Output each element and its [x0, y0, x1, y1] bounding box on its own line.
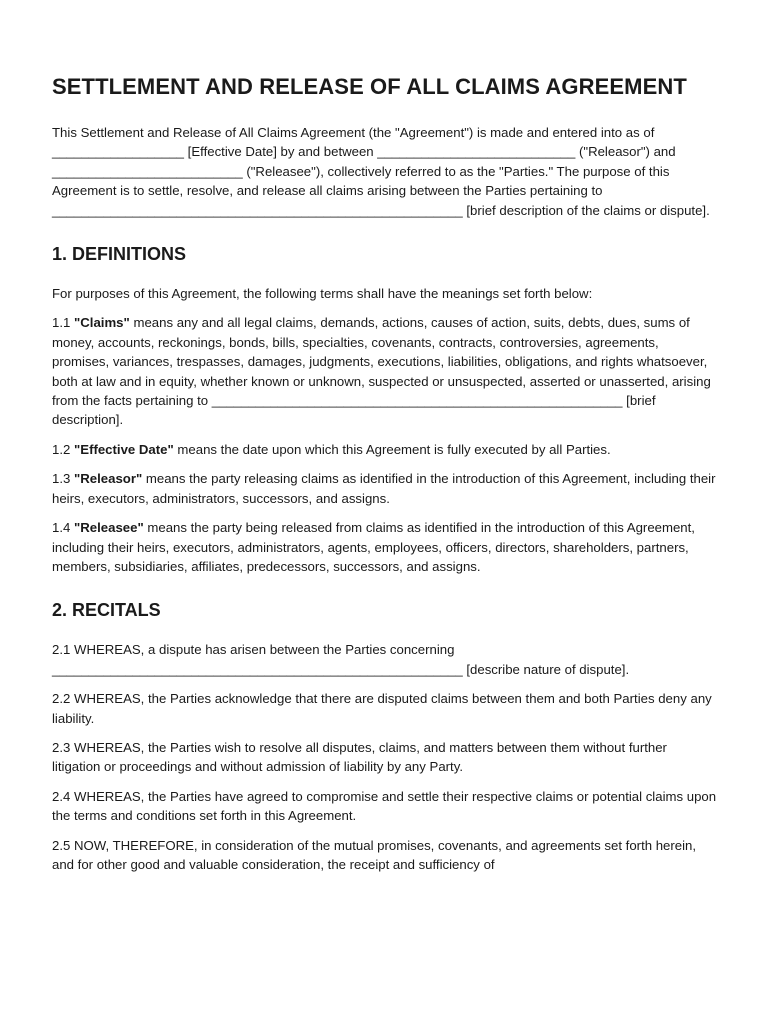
recital-item: 2.1 WHEREAS, a dispute has arisen between the Parties concerning ________________________________________________________ [describe nature of dispute]. [52, 642, 630, 677]
definition-item [52, 440, 718, 459]
recital-item: 2.4 WHEREAS, the Parties have agreed to compromise and settle their respective claims or potential claims upon the terms and conditions set forth in this Agreement. [52, 788, 717, 824]
definitions-heading: 1. DEFINITIONS [52, 244, 187, 265]
definition-number: 1.4 [52, 520, 71, 536]
intro-paragraph: This Settlement and Release of All Claims Agreement (the "Agreement") is made and entered into as of __________________ [Effective Date] by and between ___________________________ ("Releasor") and __________________________ ("Releasee"), collectively referred to as the "Parties." The purpose of this Agreement is to settle, resolve, and release all claims arising between the Parties pertaining to ________________________________________________________ [brief description of the claims or dispute]. [52, 125, 710, 218]
definition-item [52, 469, 718, 508]
definition-item [52, 518, 718, 576]
recital-item: 2.5 NOW, THEREFORE, in consideration of the mutual promises, covenants, and agreements set forth herein, and for other good and valuable consideration, the receipt and sufficiency of [52, 837, 697, 872]
definition-term: "Releasor" [74, 471, 143, 487]
recital-item: 2.3 WHEREAS, the Parties wish to resolve all disputes, claims, and matters between them without further litigation or proceedings and without admission of liability by any Party. [52, 739, 667, 775]
definition-number: 1.2 [52, 441, 71, 457]
definition-text: means the date upon which this Agreement is fully executed by all Parties. [177, 441, 611, 457]
recital-item: 2.2 WHEREAS, the Parties acknowledge that there are disputed claims between them and both Parties deny any liability. [52, 691, 712, 726]
definitions-lead: For purposes of this Agreement, the following terms shall have the meanings set forth below: [52, 286, 593, 302]
definition-term: "Effective Date" [74, 441, 174, 457]
definition-term: "Releasee" [74, 520, 144, 536]
definition-number: 1.3 [52, 471, 71, 487]
definition-text: means the party releasing claims as identified in the introduction of this Agreement, including their heirs, executors, administrators, successors, and assigns. [52, 471, 716, 506]
definition-text: means the party being released from claims as identified in the introduction of this Agreement, including their heirs, executors, administrators, agents, employees, officers, directors, shareholders, partners, members, subsidiaries, affiliates, predecessors, successors, and assigns. [52, 520, 695, 574]
recitals-heading: 2. RECITALS [52, 600, 161, 621]
definition-item [52, 313, 718, 429]
definition-text: means any and all legal claims, demands, actions, causes of action, suits, debts, dues, sums of money, accounts, reckonings, bonds, bills, specialties, covenants, contracts, controversies, agreements, promises, variances, trespasses, damages, judgments, executions, liabilities, obligations, and rights whatsoever, both at law and in equity, whether known or unknown, suspected or unsuspected, asserted or unasserted, arising from the facts pertaining to ________________________________________________________ [brief description]. [52, 315, 711, 428]
definition-number: 1.1 [52, 315, 71, 331]
document-title: SETTLEMENT AND RELEASE OF ALL CLAIMS AGREEMENT [52, 74, 687, 99]
definition-term: "Claims" [74, 315, 130, 331]
